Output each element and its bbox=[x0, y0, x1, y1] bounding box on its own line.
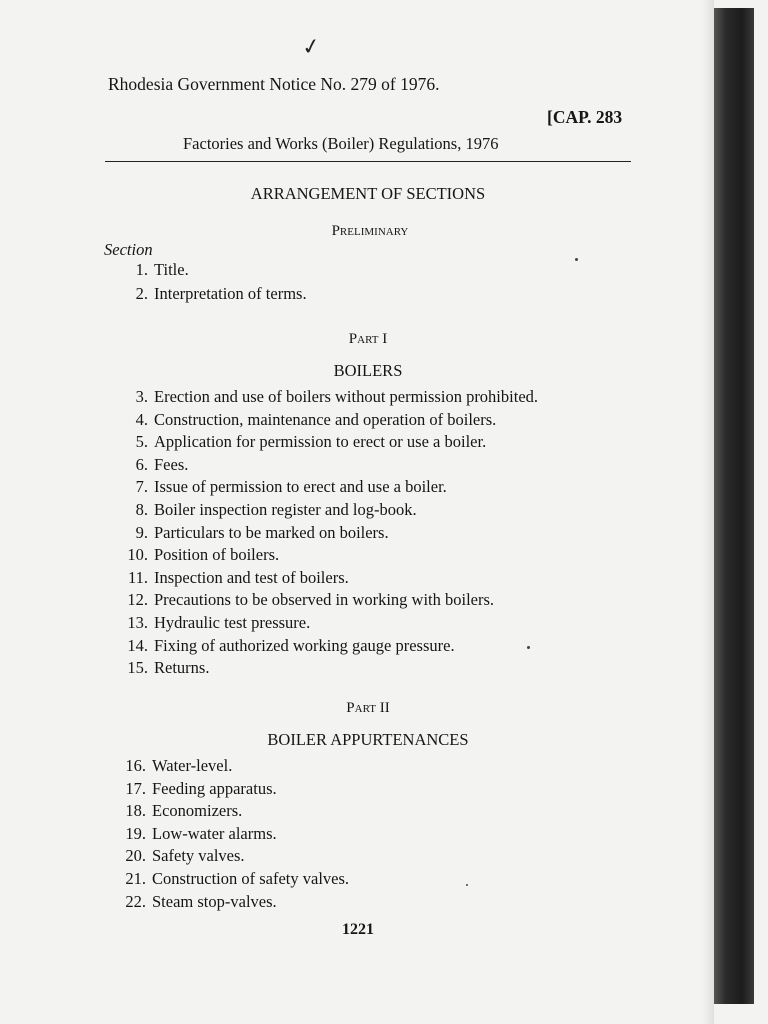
section-title: Fees. bbox=[154, 454, 189, 474]
section-title: Construction, maintenance and operation of boilers. bbox=[154, 409, 497, 429]
section-title: Application for permission to erect or use a boiler. bbox=[154, 432, 487, 452]
section-number: 16. bbox=[125, 756, 146, 775]
section-number: 3. bbox=[135, 387, 148, 406]
scan-speck bbox=[527, 646, 530, 649]
part-2-heading: Part II bbox=[346, 700, 390, 716]
section-number: 11. bbox=[127, 567, 148, 587]
section-title: Feeding apparatus. bbox=[152, 778, 277, 798]
section-number: 15. bbox=[127, 658, 148, 678]
section-number: 1. bbox=[135, 260, 148, 279]
section-number: 20. bbox=[125, 846, 146, 866]
section-title: Issue of permission to erect and use a boiler. bbox=[154, 477, 447, 497]
section-number: 19. bbox=[125, 823, 146, 843]
section-title: Title. bbox=[154, 260, 189, 279]
section-title: Inspection and test of boilers. bbox=[154, 567, 349, 587]
section-number: 5. bbox=[135, 432, 148, 452]
section-number: 18. bbox=[125, 801, 146, 821]
section-title: Position of boilers. bbox=[154, 545, 280, 565]
section-number: 8. bbox=[135, 500, 148, 519]
section-number: 17. bbox=[125, 778, 146, 798]
section-title: Precautions to be observed in working with boilers. bbox=[154, 590, 495, 610]
page-number: 1221 bbox=[342, 921, 374, 938]
government-notice: Rhodesia Government Notice No. 279 of 1976. bbox=[108, 74, 440, 94]
section-title: Interpretation of terms. bbox=[154, 284, 307, 303]
chapter-reference: [CAP. 283 bbox=[547, 107, 623, 127]
scan-speck bbox=[575, 258, 578, 261]
section-number: 9. bbox=[135, 522, 148, 542]
section-title: Erection and use of boilers without permission prohibited. bbox=[154, 387, 539, 406]
section-title: Construction of safety valves. bbox=[152, 869, 350, 888]
section-title: Fixing of authorized working gauge pressure. bbox=[154, 635, 455, 655]
section-title: Low-water alarms. bbox=[152, 823, 277, 843]
section-number: 13. bbox=[127, 613, 148, 632]
section-number: 12. bbox=[127, 590, 148, 610]
scan-shadow bbox=[702, 0, 714, 1024]
section-title: Particulars to be marked on boilers. bbox=[154, 522, 389, 542]
section-number: 10. bbox=[127, 545, 148, 565]
part-1-heading: Part I bbox=[348, 331, 388, 347]
section-title: Returns. bbox=[154, 658, 210, 678]
check-mark: ✓ bbox=[299, 32, 323, 61]
section-title: Steam stop-valves. bbox=[152, 891, 277, 911]
part-2-title: BOILER APPURTENANCES bbox=[267, 730, 469, 749]
regulations-title: Factories and Works (Boiler) Regulations, 1976 bbox=[183, 134, 499, 153]
section-title: Safety valves. bbox=[152, 846, 245, 866]
preliminary-heading: Preliminary bbox=[331, 223, 409, 239]
section-number: 14. bbox=[127, 635, 148, 655]
section-title: Economizers. bbox=[152, 801, 243, 821]
section-number: 2. bbox=[135, 284, 148, 303]
section-number: 6. bbox=[135, 454, 148, 474]
section-number: 7. bbox=[135, 477, 148, 497]
arrangement-heading: ARRANGEMENT OF SECTIONS bbox=[250, 184, 486, 203]
scan-speck bbox=[466, 884, 468, 886]
section-title: Hydraulic test pressure. bbox=[154, 613, 311, 632]
section-number: 4. bbox=[135, 409, 148, 429]
section-column-label: Section bbox=[104, 240, 153, 259]
section-number: 21. bbox=[125, 869, 146, 888]
section-number: 22. bbox=[125, 891, 146, 911]
section-title: Boiler inspection register and log-book. bbox=[154, 500, 417, 519]
part-1-title: BOILERS bbox=[333, 361, 403, 380]
header-rule bbox=[105, 161, 631, 162]
section-title: Water-level. bbox=[152, 756, 233, 775]
scan-binding-edge bbox=[714, 8, 754, 1004]
